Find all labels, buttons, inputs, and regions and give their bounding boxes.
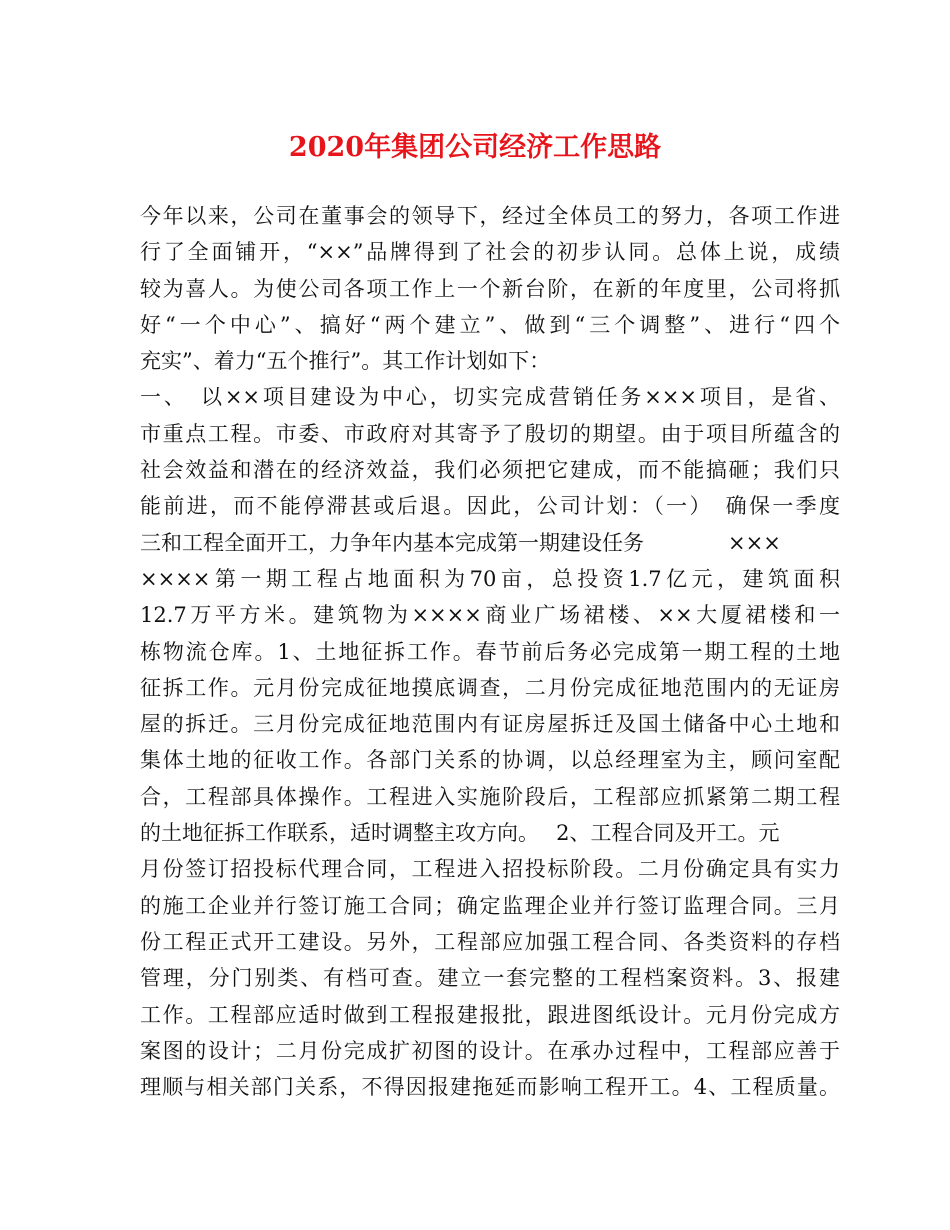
- document-title: 2020年集团公司经济工作思路: [288, 132, 662, 163]
- body-line: 工作。工程部应适时做到工程报建报批，跟进图纸设计。元月份完成方: [140, 1002, 840, 1027]
- body-line: 较为喜人。为使公司各项工作上一个新台阶，在新的年度里，公司将抓: [140, 276, 840, 301]
- body-line: 一、 以××项目建设为中心，切实完成营销任务×××项目，是省、: [140, 385, 840, 410]
- body-line: 好“一个中心”、搞好“两个建立”、做到“三个调整”、进行“四个: [140, 312, 840, 337]
- body-line: 屋的拆迁。三月份完成征地范围内有证房屋拆迁及国土储备中心土地和: [140, 712, 840, 737]
- body-line: 管理，分门别类、有档可查。建立一套完整的工程档案资料。3、报建: [140, 966, 840, 991]
- body-line: 行了全面铺开，“××”品牌得到了社会的初步认同。总体上说，成绩: [140, 240, 840, 265]
- body-line: 三和工程全面开工，力争年内基本完成第一期建设任务 ×××: [140, 530, 781, 555]
- body-line: 12.7万平方米。建筑物为××××商业广场裙楼、××大厦裙楼和一: [140, 603, 840, 628]
- body-line: 征拆工作。元月份完成征地摸底调查，二月份完成征地范围内的无证房: [140, 675, 840, 700]
- body-line: 合，工程部具体操作。工程进入实施阶段后，工程部应抓紧第二期工程: [140, 784, 840, 809]
- body-line: 充实”、着力“五个推行”。其工作计划如下：: [140, 349, 551, 374]
- body-line: 今年以来，公司在董事会的领导下，经过全体员工的努力，各项工作进: [140, 204, 840, 228]
- body-line: 集体土地的征收工作。各部门关系的协调，以总经理室为主，顾问室配: [140, 748, 840, 773]
- body-line: 社会效益和潜在的经济效益，我们必须把它建成，而不能搞砸；我们只: [140, 458, 840, 483]
- body-line: 能前进，而不能停滞甚或后退。因此，公司计划：（一） 确保一季度: [140, 494, 840, 519]
- document-body: [140, 198, 840, 1105]
- body-line: 理顺与相关部门关系，不得因报建拖延而影响工程开工。4、工程质量。: [140, 1075, 840, 1100]
- body-line: 市重点工程。市委、市政府对其寄予了殷切的期望。由于项目所蕴含的: [140, 421, 840, 446]
- body-line: 案图的设计；二月份完成扩初图的设计。在承办过程中，工程部应善于: [140, 1038, 840, 1063]
- body-line: 栋物流仓库。1、土地征拆工作。春节前后务必完成第一期工程的土地: [140, 639, 840, 664]
- body-line: ××××第一期工程占地面积为70亩，总投资1.7亿元，建筑面积: [140, 566, 840, 591]
- body-line: 的土地征拆工作联系，适时调整主攻方向。 2、工程合同及开工。元: [140, 821, 780, 846]
- body-line: 月份签订招投标代理合同，工程进入招投标阶段。二月份确定具有实力: [140, 857, 840, 882]
- body-line: 份工程正式开工建设。另外，工程部应加强工程合同、各类资料的存档: [140, 929, 840, 954]
- body-line: 的施工企业并行签订施工合同；确定监理企业并行签订监理合同。三月: [140, 893, 840, 918]
